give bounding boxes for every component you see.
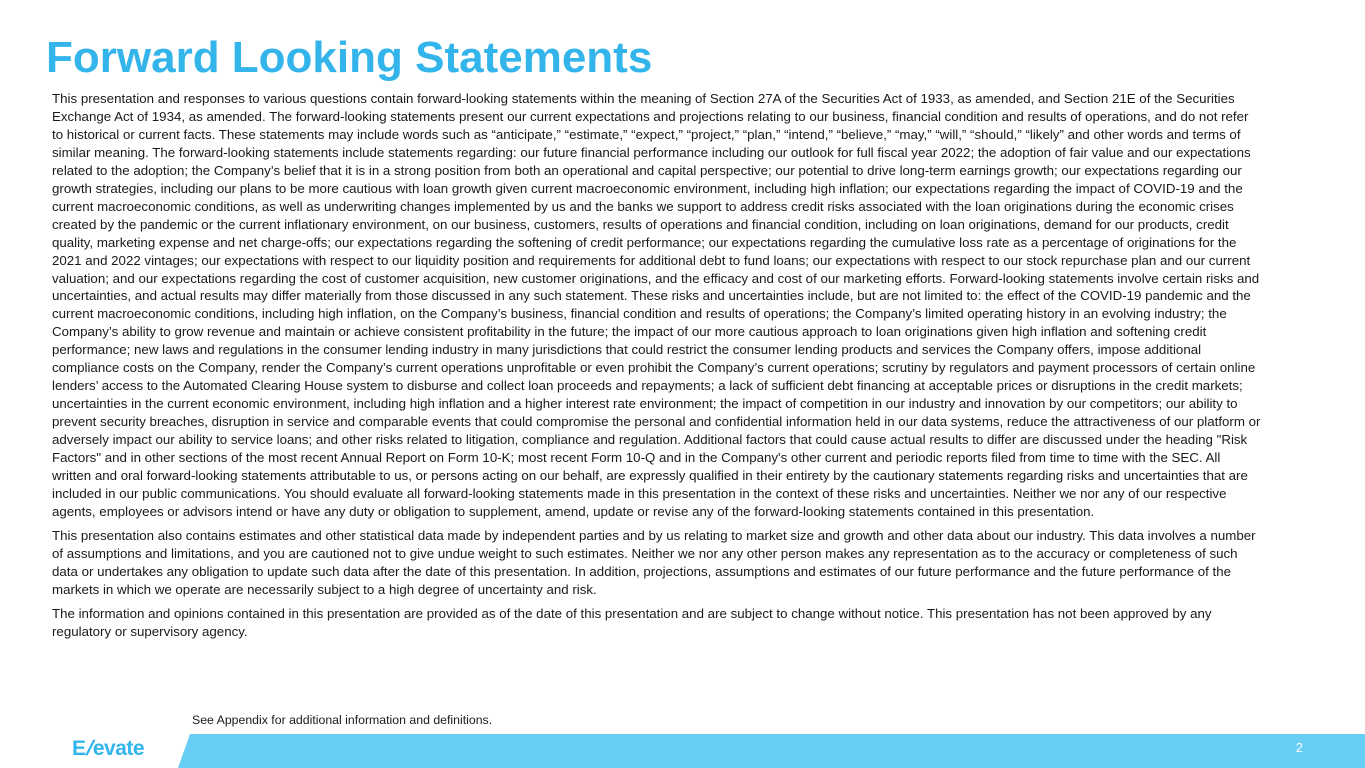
elevate-logo (72, 737, 144, 761)
disclaimer-body (52, 90, 1262, 647)
logo-letters: evate (92, 737, 145, 760)
appendix-note: See Appendix for additional information and definitions. (192, 713, 493, 727)
page-number: 2 (1295, 740, 1303, 755)
paragraph-information: The information and opinions contained in this presentation are provided as of the date of this presentation and are subject to change without notice. This presentation has not been approved by any regulatory or supervisory agency. (52, 605, 1212, 639)
logo-slash: / (82, 737, 96, 760)
paragraph-estimates: This presentation also contains estimates and other statistical data made by independent parties and by us relating to market size and growth and other data about our industry. This data involves a number of assumptions and limitations, and you are cautioned not to give undue weight to such estimates. Neither we nor any other person makes any representation as to the accuracy or completeness of such data or undertakes any obligation to update such data after the date of this presentation. In addition, projections, assumptions and estimates of our future performance and the future performance of the markets in which we operate are necessarily subject to a high degree of uncertainty and risk. (52, 527, 1256, 597)
logo-letter-e: E (72, 737, 86, 760)
paragraph-forward-looking: This presentation and responses to various questions contain forward-looking statements within the meaning of Section 27A of the Securities Act of 1933, as amended, and Section 21E of the Securities Exchange Act of 1934, as amended. The forward-looking statements present our current expectations and projections relating to our business, financial condition and results of operations, and do not refer to historical or current facts. These statements may include words such as “anticipate,” “estimate,” “expect,” “project,” “plan,” “intend,” “believe,” “may,” “will,” “should,” “likely” and other words and terms of similar meaning. The forward-looking statements include statements regarding: our future financial performance including our outlook for full fiscal year 2022; the adoption of fair value and our expectations related to the adoption; the Company’s belief that it is in a strong position from both an operational and capital perspective; our potential to drive long-term earnings growth; our expectations regarding our growth strategies, including our plans to be more cautious with loan growth given current macroeconomic environment, including high inflation; our expectations regarding the impact of COVID-19 and the current macroeconomic conditions, as well as underwriting changes implemented by us and the banks we support to address credit risks associated with the loan originations during the economic crises created by the pandemic or the current inflationary environment, on our business, customers, results of operations and financial condition, including on loan originations, demand for our products, credit quality, marketing expense and net charge-offs; our expectations regarding the softening of credit performance; our expectations regarding the cumulative loss rate as a percentage of originations for the 2021 and 2022 vintages; our expectations with respect to our liquidity position and requirements for additional debt to fund loans; our expectations with respect to our stock repurchase plan and our current valuation; and our expectations regarding the cost of customer acquisition, new customer originations, and the efficacy and cost of our marketing efforts. Forward-looking statements involve certain risks and uncertainties, and actual results may differ materially from those discussed in any such statement. These risks and uncertainties include, but are not limited to: the effect of the COVID-19 pandemic and the current macroeconomic conditions, including high inflation, on the Company’s business, financial condition and results of operations; the Company’s limited operating history in an evolving industry; the Company’s ability to grow revenue and maintain or achieve consistent profitability in the future; the impact of our more cautious approach to loan originations given high inflation and softening credit performance; new laws and regulations in the consumer lending industry in many jurisdictions that could restrict the consumer lending products and services the Company offers, impose additional compliance costs on the Company, render the Company’s current operations unprofitable or even prohibit the Company’s current operations; scrutiny by regulators and payment processors of certain online lenders’ access to the Automated Clearing House system to disburse and collect loan proceeds and repayments; a lack of sufficient debt financing at acceptable prices or disruptions in the credit markets; uncertainties in the current economic environment, including high inflation and a higher interest rate environment; the impact of competition in our industry and innovation by our competitors; our ability to prevent security breaches, disruption in service and comparable events that could compromise the personal and confidential information held in our data systems, reduce the attractiveness of our platform or adversely impact our ability to service loans; and other risks related to litigation, compliance and regulation. Additional factors that could cause actual results to differ are discussed under the heading "Risk Factors" and in other sections of the most recent Annual Report on Form 10-K; most recent Form 10-Q and in the Company's other current and periodic reports filed from time to time with the SEC. All written and oral forward-looking statements attributable to us, or persons acting on our behalf, are expressly qualified in their entirety by the cautionary statements regarding risks and uncertainties that are included in our public communications. You should evaluate all forward-looking statements made in this presentation in the context of these risks and uncertainties. Neither we nor any of our respective agents, employees or advisors intend or have any duty or obligation to supplement, amend, update or revise any of the forward-looking statements contained in this presentation. (52, 91, 1261, 519)
footer-bar (0, 734, 1365, 768)
footer-bar-shape (0, 734, 1365, 768)
slide-title: Forward Looking Statements (46, 33, 653, 82)
